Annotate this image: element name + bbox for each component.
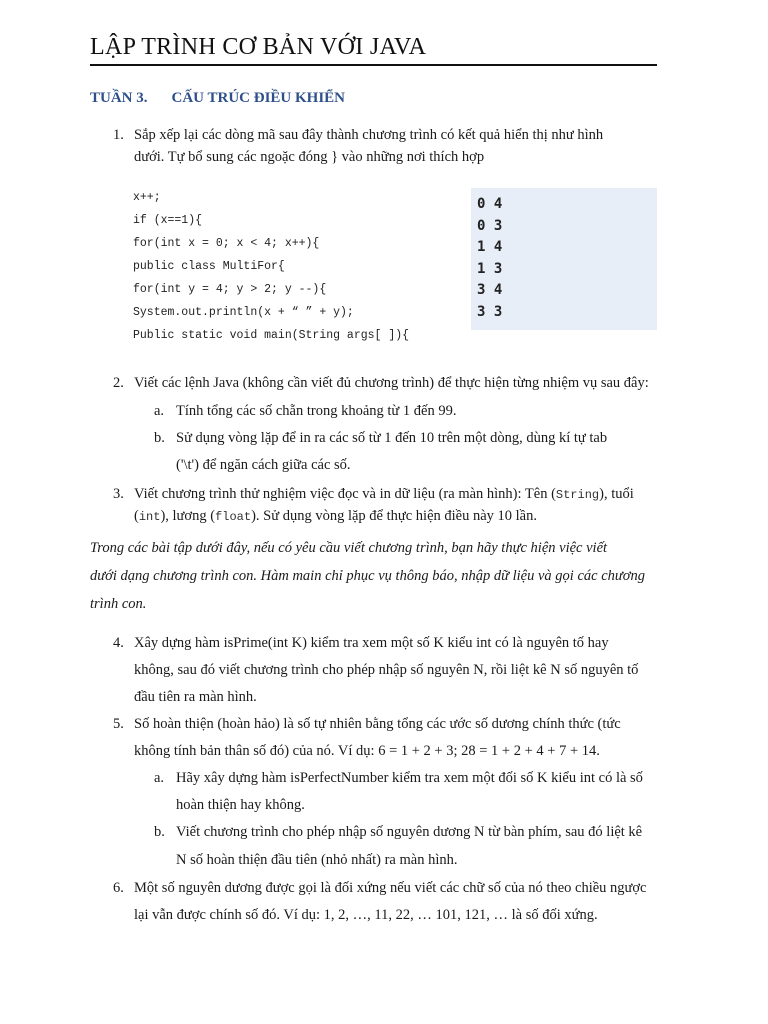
q5-number: 5. [113,716,124,732]
q2-text: Viết các lệnh Java (không cần viết đủ chương trình) để thực hiện từng nhiệm vụ sau đây: [134,375,649,391]
q3-code-string: String [555,488,600,502]
code-line: x++; [133,191,161,204]
code-line: System.out.println(x + “ ” + y); [133,306,354,319]
week-title: CẤU TRÚC ĐIỀU KHIỂN [171,90,346,106]
q5b-line-1: Viết chương trình cho phép nhập số nguyên dương N từ bàn phím, sau đó liệt kê [176,824,643,840]
document-header-title: LẬP TRÌNH CƠ BẢN VỚI JAVA [90,34,427,60]
code-line: for(int y = 4; y > 2; y --){ [133,283,327,296]
output-line: 0 4 [477,196,503,212]
q3-text: ), lương ( [160,508,216,524]
note-line-3: trình con. [90,596,147,612]
code-line: for(int x = 0; x < 4; x++){ [133,237,320,250]
q1-output-box [471,188,657,330]
output-line: 3 4 [477,282,503,298]
note-line-2: dưới dạng chương trình con. Hàm main chỉ phục vụ thông báo, nhập dữ liệu và gọi các chương [90,568,646,584]
q6-line-2: lại vẫn được chính số đó. Ví dụ: 1, 2, …, 11, 22, … 101, 121, … là số đối xứng. [134,907,598,923]
q5a-line-2: hoàn thiện hay không. [176,797,305,813]
q3-text: ( [134,508,139,524]
code-line: public class MultiFor{ [133,260,285,273]
q3-text: ), tuổi [599,486,634,502]
q5a-line-1: Hãy xây dựng hàm isPerfectNumber kiểm tra xem một đối số K kiểu int có là số [176,770,643,786]
q4-line-1: Xây dựng hàm isPrime(int K) kiểm tra xem một số K kiểu int có là nguyên tố hay [134,635,609,651]
q4-number: 4. [113,635,124,651]
code-line: if (x==1){ [133,214,203,227]
output-line: 3 3 [477,303,503,320]
q3-text: Viết chương trình thử nghiệm việc đọc và in dữ liệu (ra màn hình): Tên ( [134,486,556,502]
output-line: 1 3 [477,260,503,277]
q3-line-2 [134,503,681,531]
q1-line-2: dưới. Tự bổ sung các ngoặc đóng } vào những nơi thích hợp [134,149,485,165]
q5b-number: b. [154,824,165,840]
q1-number: 1. [113,127,124,143]
q5-line-1: Số hoàn thiện (hoàn hảo) là số tự nhiên bằng tổng các ước số dương chính thức (tức [134,716,621,732]
week-label: TUẦN 3. [90,90,148,106]
q2a-number: a. [154,403,165,419]
output-line: 1 4 [477,239,503,255]
q6-line-1: Một số nguyên dương được gọi là đối xứng nếu viết các chữ số của nó theo chiều ngược [134,880,647,896]
q2b-number: b. [154,430,165,446]
q3-number: 3. [113,486,124,502]
q4-line-2: không, sau đó viết chương trình cho phép nhập số nguyên N, rồi liệt kê N số nguyên tố [134,662,639,678]
q4-line-3: đầu tiên ra màn hình. [134,689,257,705]
q2a-text: Tính tổng các số chẵn trong khoảng từ 1 đến 99. [176,403,457,419]
q3-text: ). Sử dụng vòng lặp để thực hiện điều này 10 lần. [251,508,537,524]
output-line: 0 3 [477,217,503,234]
q3-code-float: float [215,510,252,524]
q5b-line-2: N số hoàn thiện đầu tiên (nhỏ nhất) ra màn hình. [176,852,458,868]
q1-line-1: Sắp xếp lại các dòng mã sau đây thành chương trình có kết quả hiển thị như hình [134,127,604,143]
q2-number: 2. [113,375,124,391]
note-line-1: Trong các bài tập dưới đây, nếu có yêu cầu viết chương trình, bạn hãy thực hiện việc viết [90,540,608,556]
q6-number: 6. [113,880,124,896]
q1-code-block [133,186,409,347]
q5-line-2: không tính bản thân số đó) của nó. Ví dụ: 6 = 1 + 2 + 3; 28 = 1 + 2 + 4 + 7 + 14. [134,743,600,759]
header-rule [90,64,657,66]
section-heading [90,90,345,107]
q3-code-int: int [138,510,161,524]
q5a-number: a. [154,770,165,786]
code-line: Public static void main(String args[ ]){ [133,329,410,342]
q2b-line-2: ('\t') để ngăn cách giữa các số. [176,457,351,473]
q2b-line-1: Sử dụng vòng lặp để in ra các số từ 1 đến 10 trên một dòng, dùng kí tự tab [176,430,608,446]
